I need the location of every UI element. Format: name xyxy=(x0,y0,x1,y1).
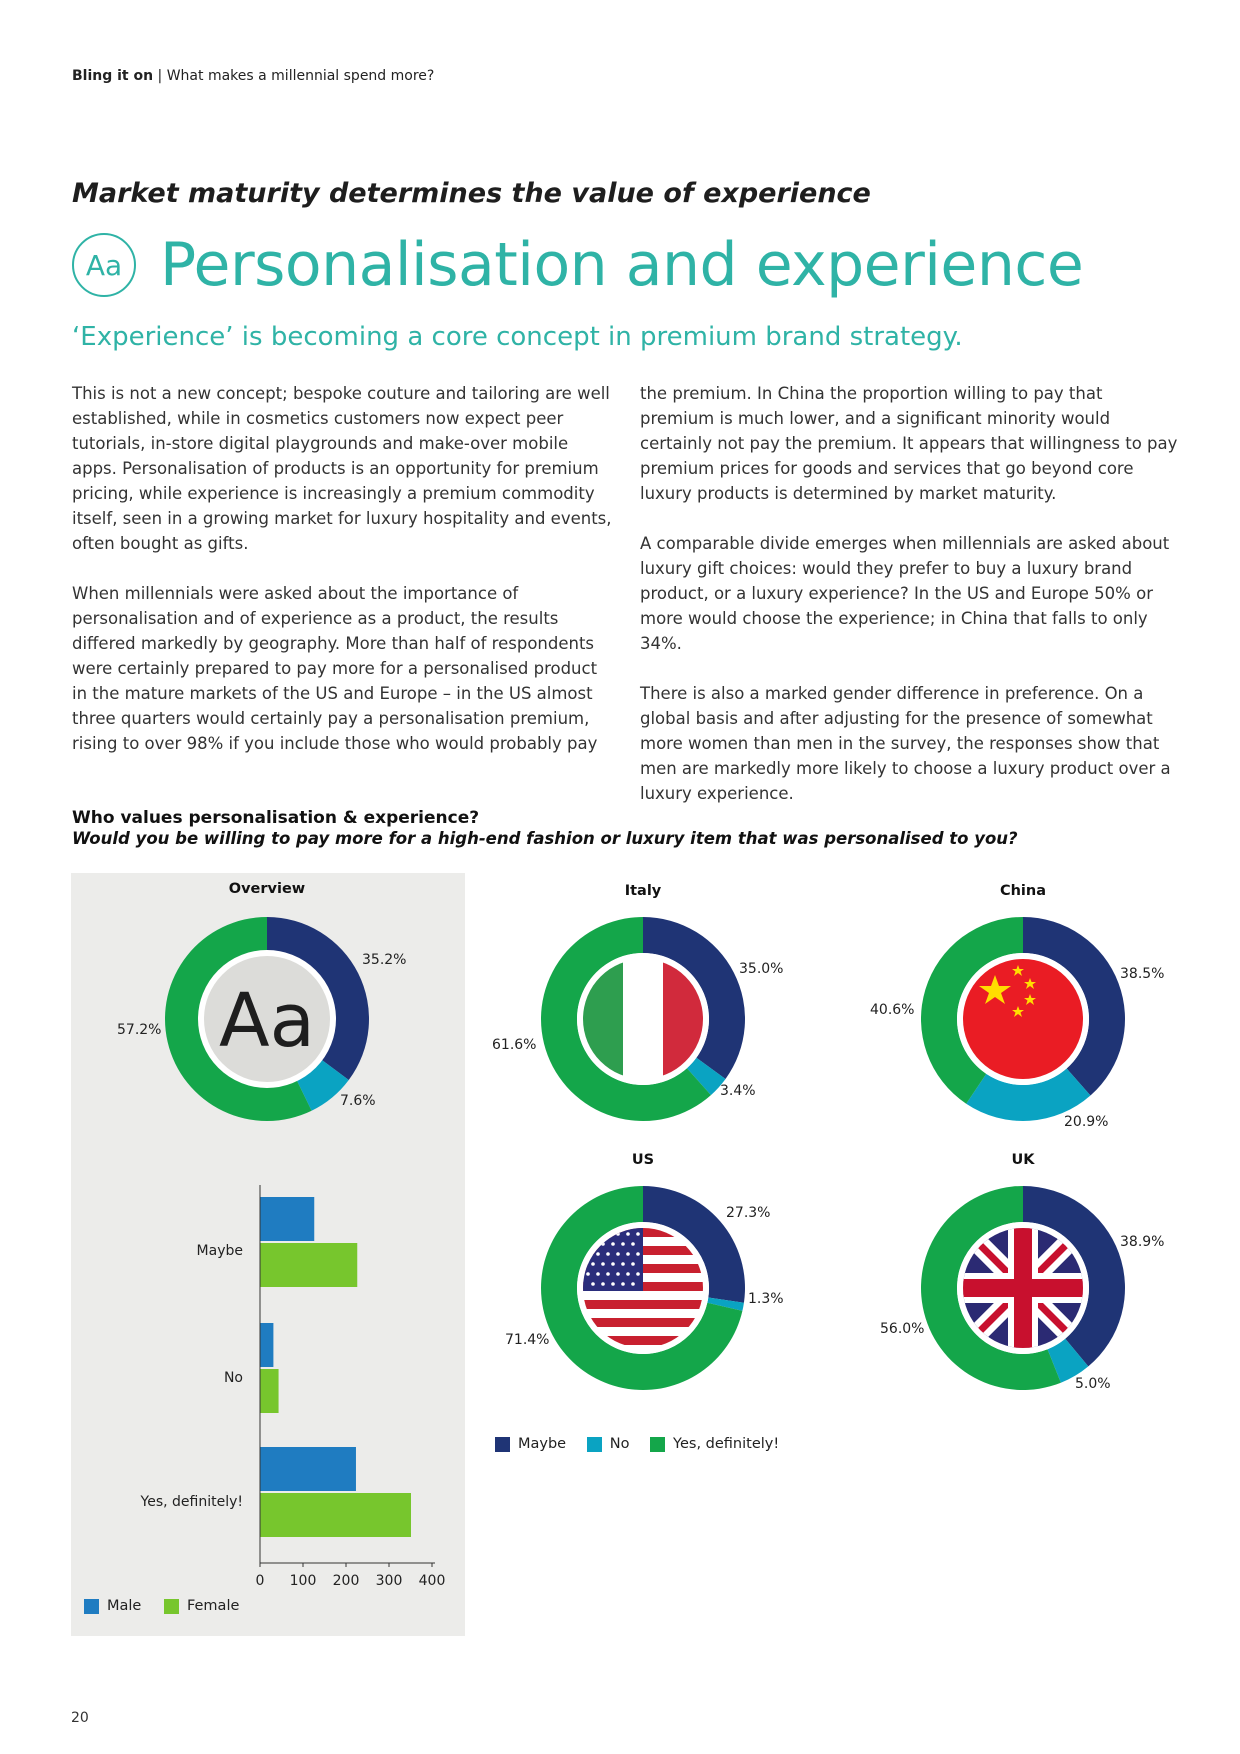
bar-tick-label: 200 xyxy=(332,1573,360,1589)
us-star xyxy=(626,1232,630,1236)
us-star xyxy=(621,1262,625,1266)
bar-category-label: Maybe xyxy=(196,1243,243,1259)
bar-female xyxy=(261,1369,279,1413)
us-star xyxy=(611,1282,615,1286)
data-label: 40.6% xyxy=(870,1002,915,1018)
us-star xyxy=(606,1272,610,1276)
us-star xyxy=(591,1282,595,1286)
us-star xyxy=(621,1282,625,1286)
data-label: 38.5% xyxy=(1120,966,1165,982)
legend-label: No xyxy=(609,1436,630,1452)
data-label: 35.0% xyxy=(739,961,784,977)
donut-title: Italy xyxy=(624,883,662,899)
legend-swatch-female xyxy=(164,1599,179,1614)
donut-title: China xyxy=(999,883,1047,899)
us-star xyxy=(596,1252,600,1256)
header-bold: Bling it on xyxy=(72,68,154,84)
overview-center-aa: Aa xyxy=(219,978,315,1064)
bar-category-label: Yes, definitely! xyxy=(140,1494,243,1510)
page-title: Personalisation and experience xyxy=(160,230,1084,300)
data-label: 7.6% xyxy=(340,1093,376,1109)
legend-label: Yes, definitely! xyxy=(673,1436,780,1452)
us-star xyxy=(596,1272,600,1276)
legend-label: Male xyxy=(107,1598,142,1614)
header-separator: | xyxy=(153,68,167,84)
pie-legend xyxy=(495,1436,779,1452)
bar-legend xyxy=(84,1598,239,1614)
bar-category-label: No xyxy=(223,1370,243,1386)
aa-icon-label: Aa xyxy=(85,248,123,282)
bar-marks xyxy=(261,1197,412,1537)
data-label: 61.6% xyxy=(492,1037,537,1053)
legend-swatch-no xyxy=(587,1437,602,1452)
bar-male xyxy=(261,1447,356,1491)
bar-tick-label: 300 xyxy=(375,1573,403,1589)
donut-title: Overview xyxy=(228,881,306,897)
bar-tick-label: 100 xyxy=(289,1573,317,1589)
data-label: 57.2% xyxy=(117,1022,162,1038)
us-star xyxy=(611,1242,615,1246)
data-label: 38.9% xyxy=(1120,1234,1165,1250)
data-label: 56.0% xyxy=(880,1321,925,1337)
data-label: 1.3% xyxy=(748,1291,784,1307)
donut-title: UK xyxy=(1011,1152,1035,1168)
us-star xyxy=(636,1272,640,1276)
data-label: 71.4% xyxy=(505,1332,550,1348)
gender-bar-chart xyxy=(140,1185,446,1589)
data-label: 5.0% xyxy=(1075,1376,1111,1392)
data-label: 20.9% xyxy=(1064,1114,1109,1130)
chart-question: Would you be willing to pay more for a high-end fashion or luxury item that was personalised to you? xyxy=(72,829,1018,848)
us-star xyxy=(586,1272,590,1276)
bar-male xyxy=(261,1197,315,1241)
us-star xyxy=(591,1262,595,1266)
paragraph: the premium. In China the proportion willing to pay that premium is much lower, and a significant minority would certainly not pay the premium. It appears that willingness to pay premium prices for goods and services that go beyond core luxury products is determined by market maturity. xyxy=(640,384,1178,503)
paragraph: A comparable divide emerges when millennials are asked about luxury gift choices: would they prefer to buy a luxury brand product, or a luxury experience? In the US and Europe 50% or more would choose the experience; in China that falls to only 34%. xyxy=(640,534,1170,653)
flag-china-icon xyxy=(963,959,1083,1079)
bar-tick-label: 400 xyxy=(418,1573,446,1589)
us-star xyxy=(621,1242,625,1246)
us-star xyxy=(636,1232,640,1236)
bar-male xyxy=(261,1323,274,1367)
legend-label: Maybe xyxy=(518,1436,567,1452)
header-rest: What makes a millennial spend more? xyxy=(166,68,435,84)
flag-us-icon xyxy=(583,1228,703,1348)
us-star xyxy=(611,1262,615,1266)
us-star xyxy=(606,1252,610,1256)
flag-uk-icon xyxy=(963,1228,1083,1348)
us-star xyxy=(601,1282,605,1286)
us-star xyxy=(626,1272,630,1276)
legend-label: Female xyxy=(186,1598,240,1614)
us-star xyxy=(631,1282,635,1286)
us-star xyxy=(616,1252,620,1256)
legend-swatch-maybe xyxy=(495,1437,510,1452)
chart-title: Who values personalisation & experience? xyxy=(72,808,480,828)
donut-title: US xyxy=(631,1152,655,1168)
us-star xyxy=(626,1252,630,1256)
bar-female xyxy=(261,1243,358,1287)
legend-swatch-male xyxy=(84,1599,99,1614)
legend-swatch-yes xyxy=(650,1437,665,1452)
us-star xyxy=(616,1272,620,1276)
paragraph: When millennials were asked about the importance of personalisation and of experience as a product, the results differed markedly by geography. More than half of respondents were certainly prepared to pay more for a personalised product in the mature markets of the US and Europe – in the US almost three quarters would certainly pay a personalisation premium, rising to over 98% if you include those who would probably pay xyxy=(72,584,598,753)
page-subtitle: ‘Experience’ is becoming a core concept in premium brand strategy. xyxy=(72,322,963,352)
data-label: 35.2% xyxy=(362,952,407,968)
flag-italy-icon xyxy=(583,959,703,1079)
data-label: 27.3% xyxy=(726,1205,771,1221)
paragraph: There is also a marked gender difference in preference. On a global basis and after adjusting for the presence of somewhat more women than men in the survey, the responses show that men are markedly more likely to choose a luxury product over a luxury experience. xyxy=(640,684,1171,803)
us-star xyxy=(631,1262,635,1266)
us-star xyxy=(636,1252,640,1256)
bar-tick-label: 0 xyxy=(255,1573,265,1589)
bar-female xyxy=(261,1493,412,1537)
kicker-heading: Market maturity determines the value of experience xyxy=(72,178,871,209)
us-star xyxy=(601,1262,605,1266)
us-star xyxy=(631,1242,635,1246)
page-number: 20 xyxy=(71,1710,89,1726)
paragraph: This is not a new concept; bespoke couture and tailoring are well established, while in cosmetics customers now expect peer tutorials, in-store digital playgrounds and make-over mobile apps. Personalisation of products is an opportunity for premium pricing, while experience is increasingly a premium commodity itself, seen in a growing market for luxury hospitality and events, often bought as gifts. xyxy=(72,384,612,553)
data-label: 3.4% xyxy=(720,1083,756,1099)
bar-ticks xyxy=(256,1563,446,1589)
